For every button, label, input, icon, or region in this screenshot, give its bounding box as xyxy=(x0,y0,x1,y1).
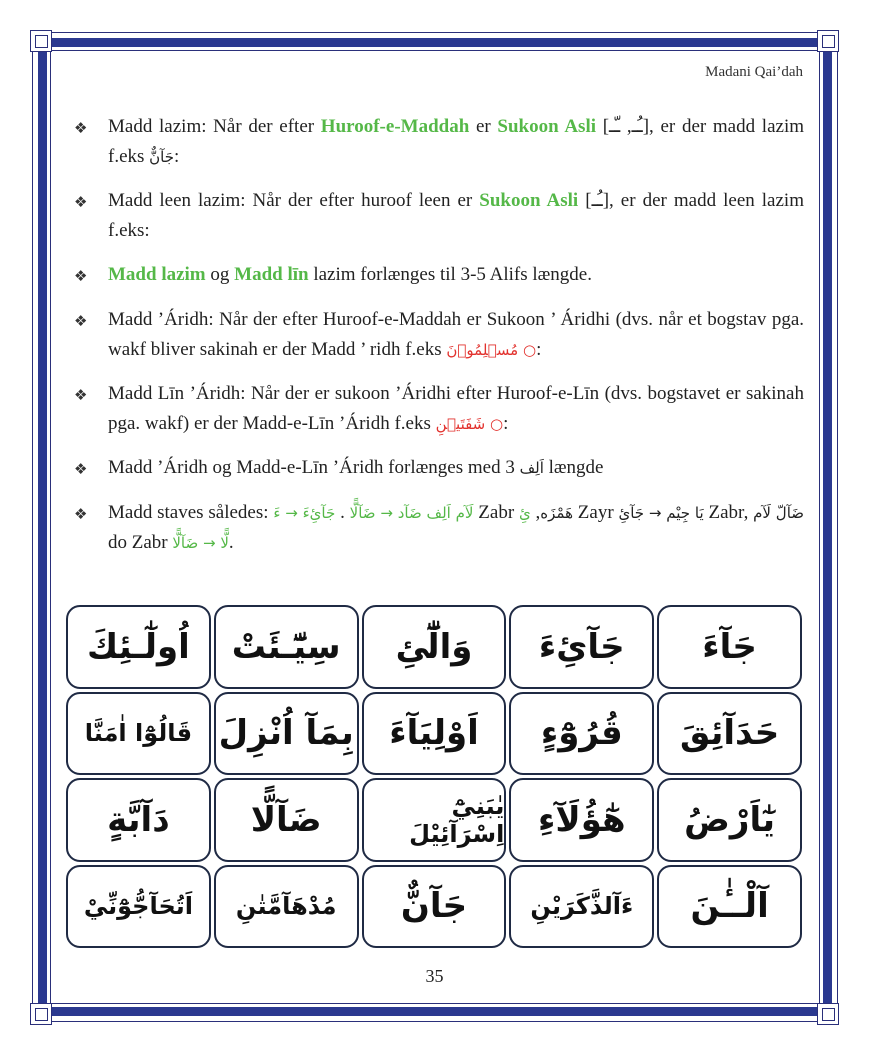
rule-text: Madd ’Áridh og Madd-e-Līn ’Áridh forlænges med 3 اَلِف længde xyxy=(108,457,604,478)
word-card: جَآنٌّ xyxy=(362,865,507,949)
rule-madd-lazim xyxy=(74,112,804,172)
rule-text: Madd ’Áridh: Når der efter Huroof-e-Maddah er Sukoon ’ Áridhi (dvs. når et bogstav pga. wakf bliver sakinah er der Madd ’ ridh f.eks مُسۡلِمُوۡنَ ○: xyxy=(108,309,804,360)
word-card: يٰبَنِيْٓ اِسْرَآئِيْلَ xyxy=(362,778,507,862)
corner-ornament-bottom-left xyxy=(30,1003,52,1025)
word-card: حَدَآئِقَ xyxy=(657,692,802,776)
bullet-icon: ❖ xyxy=(74,460,88,478)
word-card: اَتُحَآجُّوْٓنِّيْ xyxy=(66,865,211,949)
arabic-example: شَفَتَيۡنِ ○ xyxy=(435,415,504,433)
rule-lazim-length xyxy=(74,260,804,291)
word-card: هٰٓؤُلَآءِ xyxy=(509,778,654,862)
bullet-icon: ❖ xyxy=(74,312,88,330)
rule-text: Madd leen lazim: Når der efter huroof leen er Sukoon Asli [ـُـ], er der madd leen lazim f.eks: xyxy=(108,190,804,241)
rule-madd-lin-aridh xyxy=(74,379,804,439)
arabic-spelling: هَمْزَه xyxy=(540,504,573,522)
rule-madd-spelling xyxy=(74,498,804,558)
bullet-icon: ❖ xyxy=(74,505,88,523)
rule-text: Madd lazim og Madd līn lazim forlænges til 3-5 Alifs længde. xyxy=(108,264,592,285)
bullet-icon: ❖ xyxy=(74,267,88,285)
rule-text: Madd Līn ’Áridh: Når der er sukoon ’Áridhi efter Huroof-e-Līn (dvs. bogstavet er sakinah pga. wakf) er der Madd-e-Līn ’Áridh f.eks شَفَتَيۡنِ ○: xyxy=(108,383,804,434)
bullet-icon: ❖ xyxy=(74,386,88,404)
arabic-word-grid xyxy=(66,605,802,948)
word-card: بِمَآ اُنْزِلَ xyxy=(214,692,359,776)
corner-ornament-top-left xyxy=(30,30,52,52)
word-card: ضَآلًّا xyxy=(214,778,359,862)
word-card: قَالُوْٓا اٰمَنَّا xyxy=(66,692,211,776)
highlight-term: Madd lazim xyxy=(108,264,206,285)
word-card: دَآبَّةٍ xyxy=(66,778,211,862)
word-card: آلْــٰٔنَ xyxy=(657,865,802,949)
bullet-icon: ❖ xyxy=(74,119,88,137)
rule-text: Madd staves således: لَآم اَلِف ضَآد → ضَآلًّا . جَآئِءَ → ءَ Zabr هَمْزَه, ئِ Zayr يَا جِيْم → جَآئِ Zabr, ضَآلّ لَآم do Zabr لًّا → ضَآلًّا. xyxy=(108,502,805,553)
highlight-term: Madd līn xyxy=(234,264,309,285)
word-card: يٰٓاَرْضُ xyxy=(657,778,802,862)
highlight-term: Sukoon Asli xyxy=(497,116,597,137)
highlight-term: Huroof-e-Maddah xyxy=(320,116,470,137)
running-header: Madani Qai’dah xyxy=(705,64,803,80)
arabic-spelling: لَآم اَلِف ضَآد → ضَآلًّا xyxy=(349,504,474,522)
rules-list xyxy=(74,112,804,572)
arabic-word: اَلِف xyxy=(519,459,544,477)
word-card: وَالّٰٓئِ xyxy=(362,605,507,689)
arabic-example: جَآنٌّ xyxy=(149,148,175,166)
highlight-term: Sukoon Asli xyxy=(479,190,579,211)
bullet-icon: ❖ xyxy=(74,193,88,211)
word-card: جَآءَ xyxy=(657,605,802,689)
word-card: اَوْلِيَآءَ xyxy=(362,692,507,776)
arabic-spelling: لًّا → ضَآلًّا xyxy=(172,534,229,552)
word-card: سِيّٓـئَتْ xyxy=(214,605,359,689)
arabic-example: مُسۡلِمُوۡنَ ○ xyxy=(446,341,537,359)
word-card: ءَآلذَّكَرَيْنِ xyxy=(509,865,654,949)
arabic-spelling: ضَآلّ لَآم xyxy=(753,504,805,522)
rule-aridh-length xyxy=(74,453,804,484)
corner-ornament-top-right xyxy=(817,30,839,52)
rule-text: Madd lazim: Når der efter Huroof-e-Maddah er Sukoon Asli [ـُـ, ـّـ], er der madd lazim f.eks جَآنٌّ: xyxy=(108,116,804,167)
rule-madd-aridh xyxy=(74,305,804,365)
page-number: 35 xyxy=(425,966,444,986)
word-card: مُدْهَآمَّتٰنِ xyxy=(214,865,359,949)
word-card: قُرُوْٓءٍ xyxy=(509,692,654,776)
rule-madd-leen-lazim xyxy=(74,186,804,246)
arabic-spelling: يَا جِيْم → جَآئِ xyxy=(618,504,704,522)
corner-ornament-bottom-right xyxy=(817,1003,839,1025)
word-card: اُولٰٓـئِكَ xyxy=(66,605,211,689)
word-card: جَآئِءَ xyxy=(509,605,654,689)
arabic-spelling: جَآئِءَ → ءَ xyxy=(273,504,336,522)
arabic-spelling: ئِ xyxy=(518,504,531,522)
